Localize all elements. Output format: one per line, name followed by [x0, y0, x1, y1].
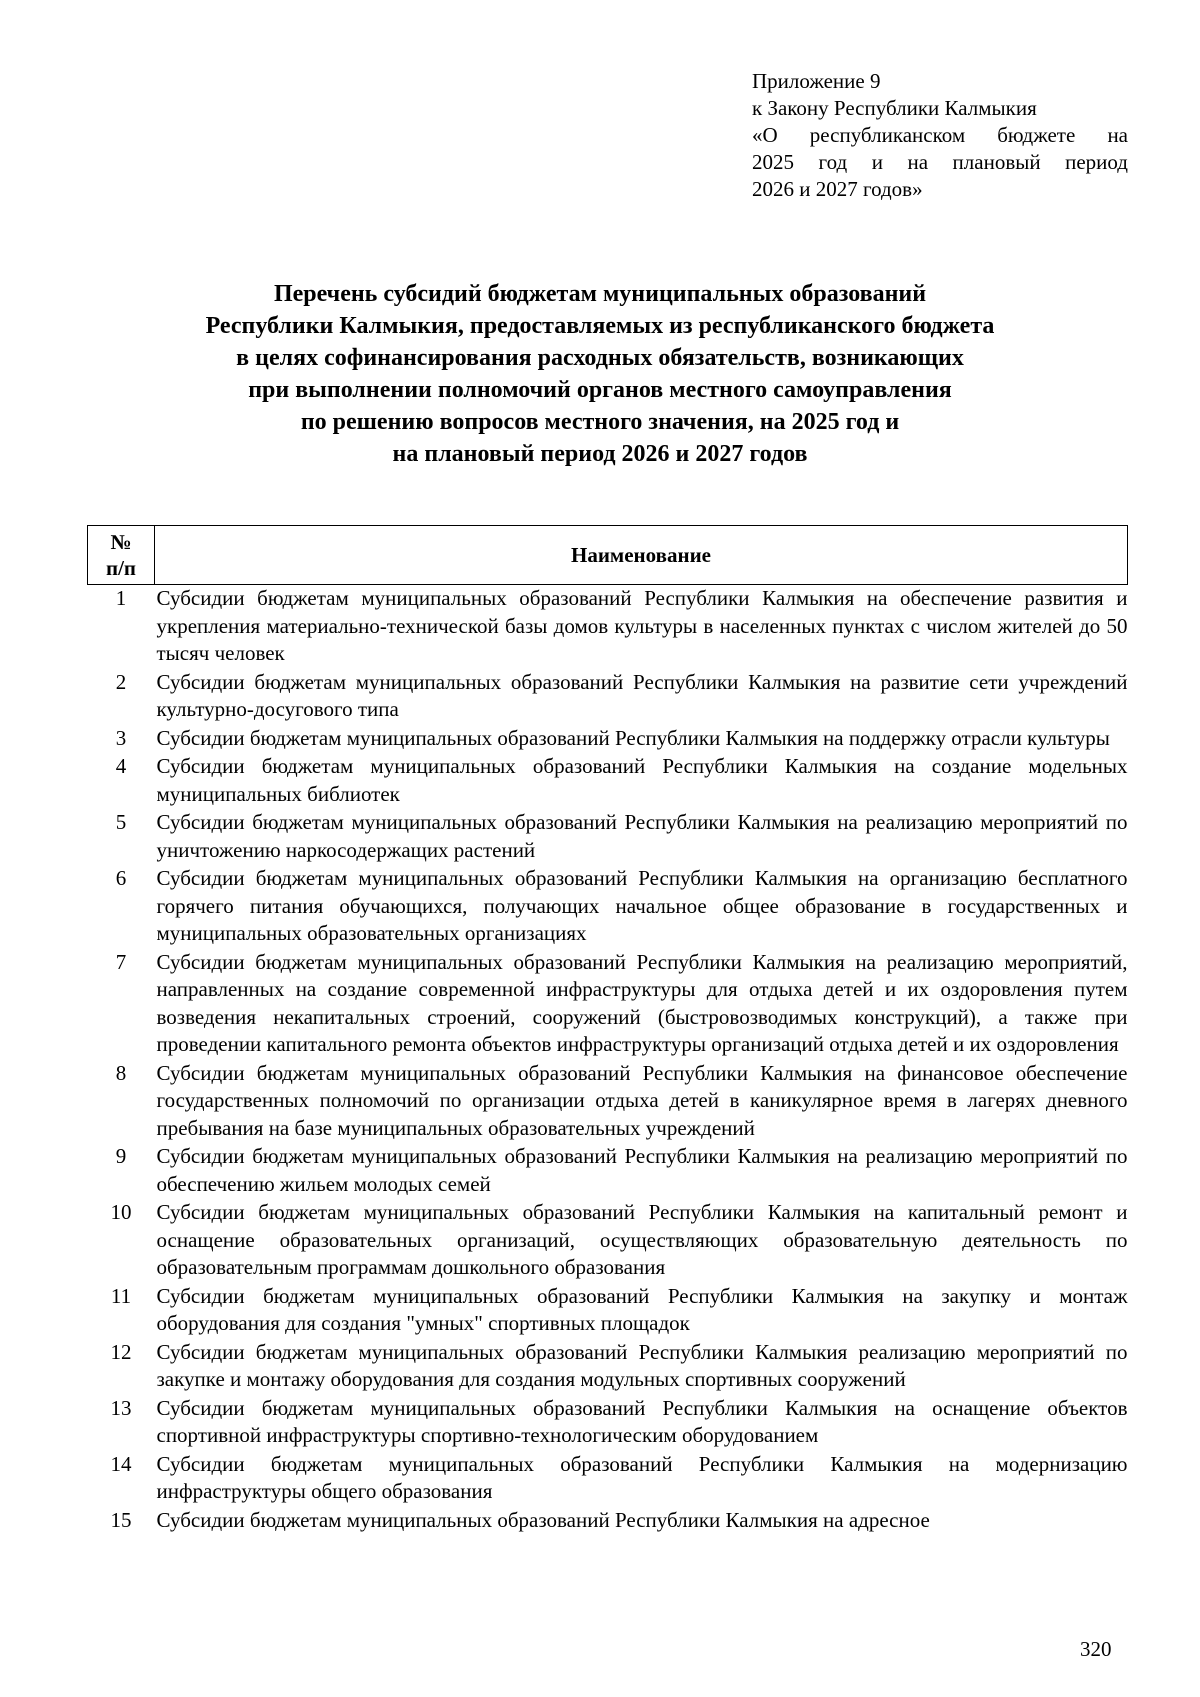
table-row — [88, 865, 1128, 949]
row-text: Субсидии бюджетам муниципальных образований Республики Калмыкия на оснащение объектов спортивной инфраструктуры спортивно-технологическим оборудованием — [156, 1395, 1128, 1447]
row-text: Субсидии бюджетам муниципальных образований Республики Калмыкия на адресное — [156, 1507, 930, 1532]
document-title — [60, 278, 1140, 470]
row-text: Субсидии бюджетам муниципальных образований Республики Калмыкия на финансовое обеспечение государственных полномочий по организации отдыха детей в каникулярное время в лагерях дневного пребывания на базе муниципальных образовательных учреждений — [156, 1060, 1128, 1140]
page-number: 320 — [1080, 1637, 1112, 1661]
row-number: 11 — [110, 1283, 132, 1308]
table-row — [88, 585, 1128, 669]
subsidies-table — [87, 525, 1128, 1535]
header-number — [88, 526, 155, 585]
table-row — [88, 1199, 1128, 1283]
appendix-line: к Закону Республики Калмыкия — [752, 96, 1037, 120]
row-number: 15 — [110, 1507, 132, 1532]
table-body — [88, 585, 1128, 1536]
table-row — [88, 1143, 1128, 1199]
table-row — [88, 1451, 1128, 1507]
row-text: Субсидии бюджетам муниципальных образований Республики Калмыкия на обеспечение развития и укрепления материально-технической базы домов культуры в населенных пунктах с числом жителей до 50 тысяч человек — [156, 586, 1128, 665]
row-text: Субсидии бюджетам муниципальных образований Республики Калмыкия на организацию бесплатного горячего питания обучающихся, получающих начальное общее образование в государственных и муниципальных образовательных организациях — [156, 866, 1128, 945]
row-number: 3 — [115, 725, 127, 750]
table-header-row — [88, 526, 1128, 585]
header-number-symbol: № — [110, 530, 132, 554]
row-number: 13 — [110, 1395, 132, 1420]
table-row — [88, 1507, 1128, 1536]
table-row — [88, 1060, 1128, 1144]
table-row — [88, 809, 1128, 865]
row-text: Субсидии бюджетам муниципальных образований Республики Калмыкия реализацию мероприятий по закупке и монтажу оборудования для создания модульных спортивных сооружений — [156, 1339, 1128, 1391]
row-number: 10 — [110, 1200, 132, 1224]
row-text: Субсидии бюджетам муниципальных образований Республики Калмыкия на реализацию мероприятий, направленных на создание современной инфраструктуры для отдыха детей и их оздоровления путем возведения некапитальных строений, сооружений (быстровозводимых конструкций), а также при проведении капитального ремонта объектов инфраструктуры организаций отдыха детей и их оздоровления — [156, 949, 1128, 1056]
row-number: 5 — [115, 810, 127, 834]
appendix-line: 2025 год и на плановый период — [752, 150, 1128, 174]
appendix-block — [752, 68, 1128, 203]
row-number: 12 — [110, 1339, 132, 1364]
table-row — [88, 669, 1128, 725]
row-number: 6 — [115, 866, 127, 890]
table-row — [88, 725, 1128, 754]
row-text: Субсидии бюджетам муниципальных образований Республики Калмыкия на модернизацию инфраструктуры общего образования — [156, 1451, 1128, 1503]
title-line: в целях софинансирования расходных обязательств, возникающих — [236, 345, 964, 371]
header-number-abbr: п/п — [105, 556, 137, 580]
table-row — [88, 1339, 1128, 1395]
row-number: 14 — [110, 1451, 132, 1476]
row-text: Субсидии бюджетам муниципальных образований Республики Калмыкия на создание модельных муниципальных библиотек — [156, 754, 1128, 806]
appendix-line: «О республиканском бюджете на — [752, 123, 1128, 147]
appendix-line: 2026 и 2027 годов» — [752, 177, 923, 201]
table-row — [88, 1283, 1128, 1339]
title-line: Перечень субсидий бюджетам муниципальных образований — [273, 281, 927, 307]
title-line: при выполнении полномочий органов местного самоуправления — [248, 377, 952, 403]
row-text: Субсидии бюджетам муниципальных образований Республики Калмыкия на реализацию мероприятий по обеспечению жильем молодых семей — [156, 1144, 1128, 1196]
header-name: Наименование — [155, 526, 1128, 585]
row-number: 7 — [115, 949, 127, 974]
row-text: Субсидии бюджетам муниципальных образований Республики Калмыкия на капитальный ремонт и оснащение образовательных организаций, осуществляющих образовательную деятельность по образовательным программам дошкольного образования — [156, 1200, 1128, 1279]
row-number: 9 — [115, 1144, 127, 1168]
row-number: 2 — [115, 669, 127, 694]
title-line: на плановый период 2026 и 2027 годов — [392, 441, 808, 467]
title-line: Республики Калмыкия, предоставляемых из республиканского бюджета — [205, 313, 995, 339]
row-text: Субсидии бюджетам муниципальных образований Республики Калмыкия на реализацию мероприятий по уничтожению наркосодержащих растений — [156, 810, 1128, 862]
table-row — [88, 753, 1128, 809]
row-number: 1 — [115, 586, 127, 610]
row-number: 4 — [115, 754, 127, 778]
table-row — [88, 1395, 1128, 1451]
title-line: по решению вопросов местного значения, на 2025 год и — [300, 409, 900, 435]
row-number: 8 — [115, 1060, 127, 1085]
row-text: Субсидии бюджетам муниципальных образований Республики Калмыкия на поддержку отрасли культуры — [156, 725, 1110, 750]
row-text: Субсидии бюджетам муниципальных образований Республики Калмыкия на закупку и монтаж оборудования для создания "умных" спортивных площадок — [156, 1283, 1128, 1335]
table-row — [88, 949, 1128, 1060]
row-text: Субсидии бюджетам муниципальных образований Республики Калмыкия на развитие сети учреждений культурно-досугового типа — [156, 669, 1128, 721]
appendix-line: Приложение 9 — [752, 69, 881, 93]
